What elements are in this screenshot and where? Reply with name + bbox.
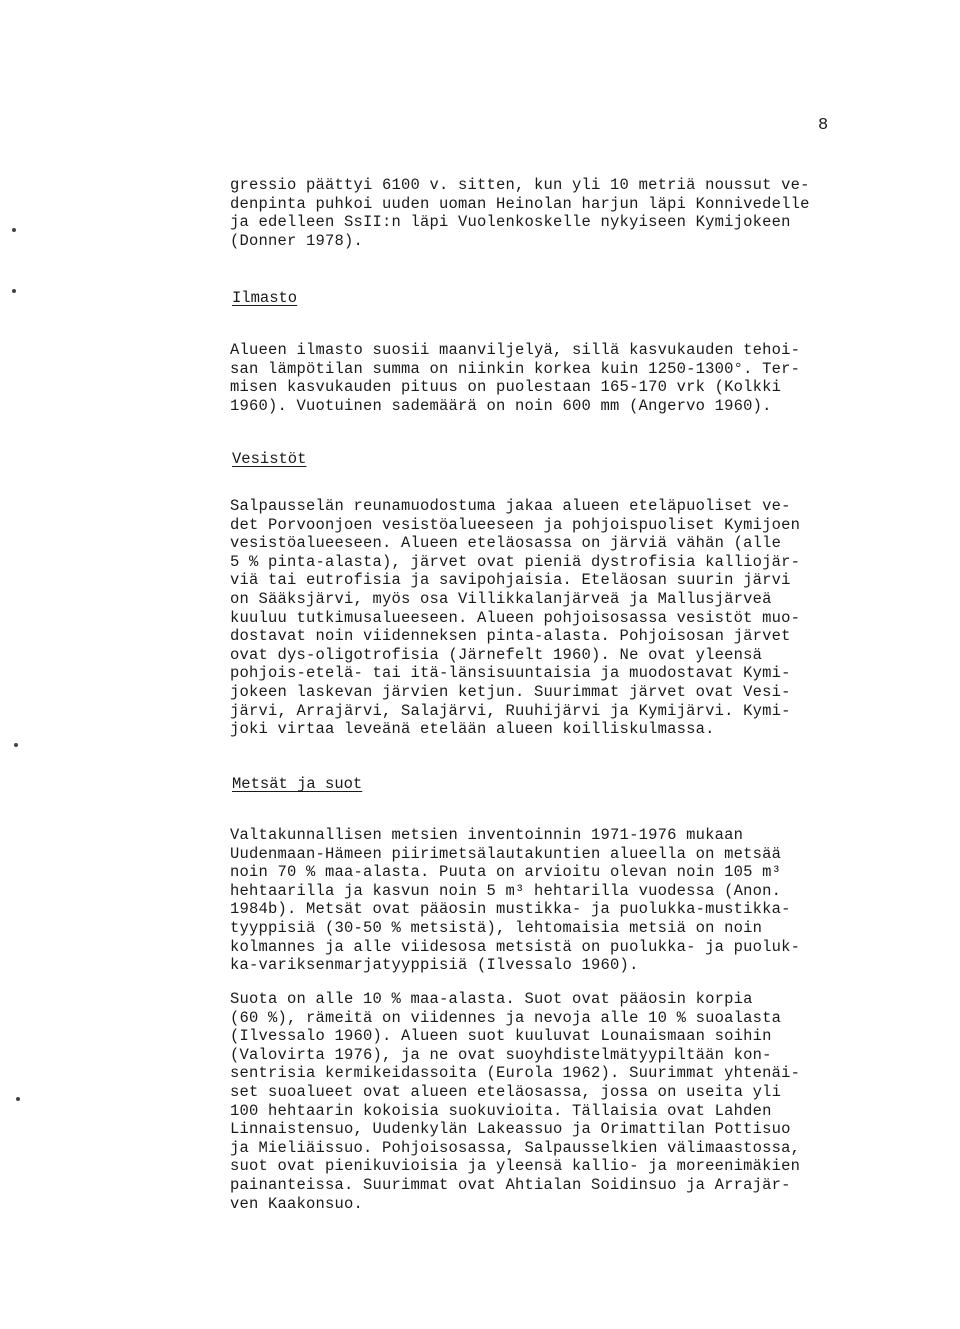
text-line: ovat dys-oligotrofisia (Järnefelt 1960). Ne ovat yleensä <box>230 645 763 664</box>
intro-paragraph <box>230 176 910 250</box>
text-line: (60 %), rämeitä on viidennes ja nevoja alle 10 % suoalasta <box>230 1008 782 1027</box>
paragraph-vesistot <box>230 497 910 739</box>
text-line: 100 hehtaarin kokoisia suokuvioita. Tällaisia ovat Lahden <box>230 1101 772 1120</box>
text-line: kuuluu tutkimusalueeseen. Alueen pohjoisosassa vesistöt muo- <box>230 608 801 627</box>
text-line: det Porvoonjoen vesistöalueeseen ja pohjoispuoliset Kymijoen <box>230 515 801 534</box>
text-line: viä tai eutrofisia ja savipohjaisia. Eteläosan suurin järvi <box>230 571 791 590</box>
text-line: pohjois-etelä- tai itä-länsisuuntaisia ja muodostavat Kymi- <box>230 664 791 683</box>
text-line: Salpausselän reunamuodostuma jakaa alueen eteläpuoliset ve- <box>230 497 791 515</box>
text-line: ven Kaakonsuo. <box>230 1194 364 1213</box>
text-line: (Valovirta 1976), ja ne ovat suoyhdistelmätyypiltään kon- <box>230 1045 772 1064</box>
text-line: dostavat noin viidenneksen pinta-alasta. Pohjoisosan järvet <box>230 627 791 646</box>
page-number: 8 <box>818 116 829 135</box>
section-heading-ilmasto: Ilmasto <box>232 289 298 307</box>
text-line: gressio päättyi 6100 v. sitten, kun yli 10 metriä noussut ve- <box>230 176 810 194</box>
text-line: Linnaistensuo, Uudenkylän Lakeassuo ja Orimattilan Pottisuo <box>230 1120 791 1139</box>
text-line: vesistöalueeseen. Alueen eteläosassa on järviä vähän (alle <box>230 534 782 553</box>
scan-speck <box>12 289 16 293</box>
text-line: joki virtaa leveänä etelään alueen koilliskulmassa. <box>230 720 715 739</box>
text-line: 1960). Vuotuinen sademäärä on noin 600 mm (Angervo 1960). <box>230 396 772 415</box>
text-line: set suoalueet ovat alueen eteläosassa, jossa on useita yli <box>230 1082 782 1101</box>
text-line: misen kasvukauden pituus on puolestaan 165-170 vrk (Kolkki <box>230 378 782 397</box>
scan-speck <box>16 1097 20 1101</box>
text-line: Uudenmaan-Hämeen piirimetsälautakuntien alueella on metsää <box>230 844 782 863</box>
text-line: Valtakunnallisen metsien inventoinnin 1971-1976 mukaan <box>230 826 744 844</box>
text-line: Alueen ilmasto suosii maanviljelyä, sillä kasvukauden tehoi- <box>230 341 801 359</box>
text-line: (Donner 1978). <box>230 231 364 250</box>
scan-speck <box>14 743 18 747</box>
section-heading-metsat-ja-suot: Metsät ja suot <box>232 775 363 793</box>
text-line: ka-variksenmarjatyyppisiä (Ilvessalo 1960). <box>230 956 639 975</box>
text-line: ja Mieliäissuo. Pohjoisosassa, Salpausselkien välimaastossa, <box>230 1138 801 1157</box>
text-line: on Sääksjärvi, myös osa Villikkalanjärveä ja Mallusjärveä <box>230 589 772 608</box>
text-line: sentrisia kermikeidassoita (Eurola 1962). Suurimmat yhtenäi- <box>230 1064 801 1083</box>
text-line: jokeen laskevan järvien ketjun. Suurimmat järvet ovat Vesi- <box>230 682 791 701</box>
text-line: noin 70 % maa-alasta. Puuta on arvioitu olevan noin 105 m³ <box>230 863 782 882</box>
text-line: denpinta puhkoi uuden uoman Heinolan harjun läpi Konnivedelle <box>230 194 810 213</box>
text-line: painanteissa. Suurimmat ovat Ahtialan Soidinsuo ja Arrajär- <box>230 1175 791 1194</box>
text-line: ja edelleen SsII:n läpi Vuolenkoskelle nykyiseen Kymijokeen <box>230 213 791 232</box>
text-line: 1984b). Metsät ovat pääosin mustikka- ja puolukka-mustikka- <box>230 900 791 919</box>
text-line: san lämpötilan summa on niinkin korkea kuin 1250-1300°. Ter- <box>230 359 801 378</box>
scan-speck <box>12 228 16 232</box>
text-line: hehtaarilla ja kasvun noin 5 m³ hehtarilla vuodessa (Anon. <box>230 881 782 900</box>
text-line: kolmannes ja alle viidesosa metsistä on puolukka- ja puoluk- <box>230 937 801 956</box>
paragraph-metsat <box>230 826 910 975</box>
section-heading-vesistot: Vesistöt <box>232 450 307 468</box>
text-line: Suota on alle 10 % maa-alasta. Suot ovat pääosin korpia <box>230 990 753 1008</box>
text-line: suot ovat pienikuvioisia ja yleensä kallio- ja moreenimäkien <box>230 1157 801 1176</box>
paragraph-ilmasto <box>230 341 910 415</box>
paragraph-suot <box>230 990 910 1213</box>
text-line: tyyppisiä (30-50 % metsistä), lehtomaisia metsiä on noin <box>230 918 763 937</box>
text-line: järvi, Arrajärvi, Salajärvi, Ruuhijärvi ja Kymijärvi. Kymi- <box>230 701 791 720</box>
text-line: (Ilvessalo 1960). Alueen suot kuuluvat Lounaismaan soihin <box>230 1027 772 1046</box>
text-line: 5 % pinta-alasta), järvet ovat pieniä dystrofisia kalliojär- <box>230 552 801 571</box>
